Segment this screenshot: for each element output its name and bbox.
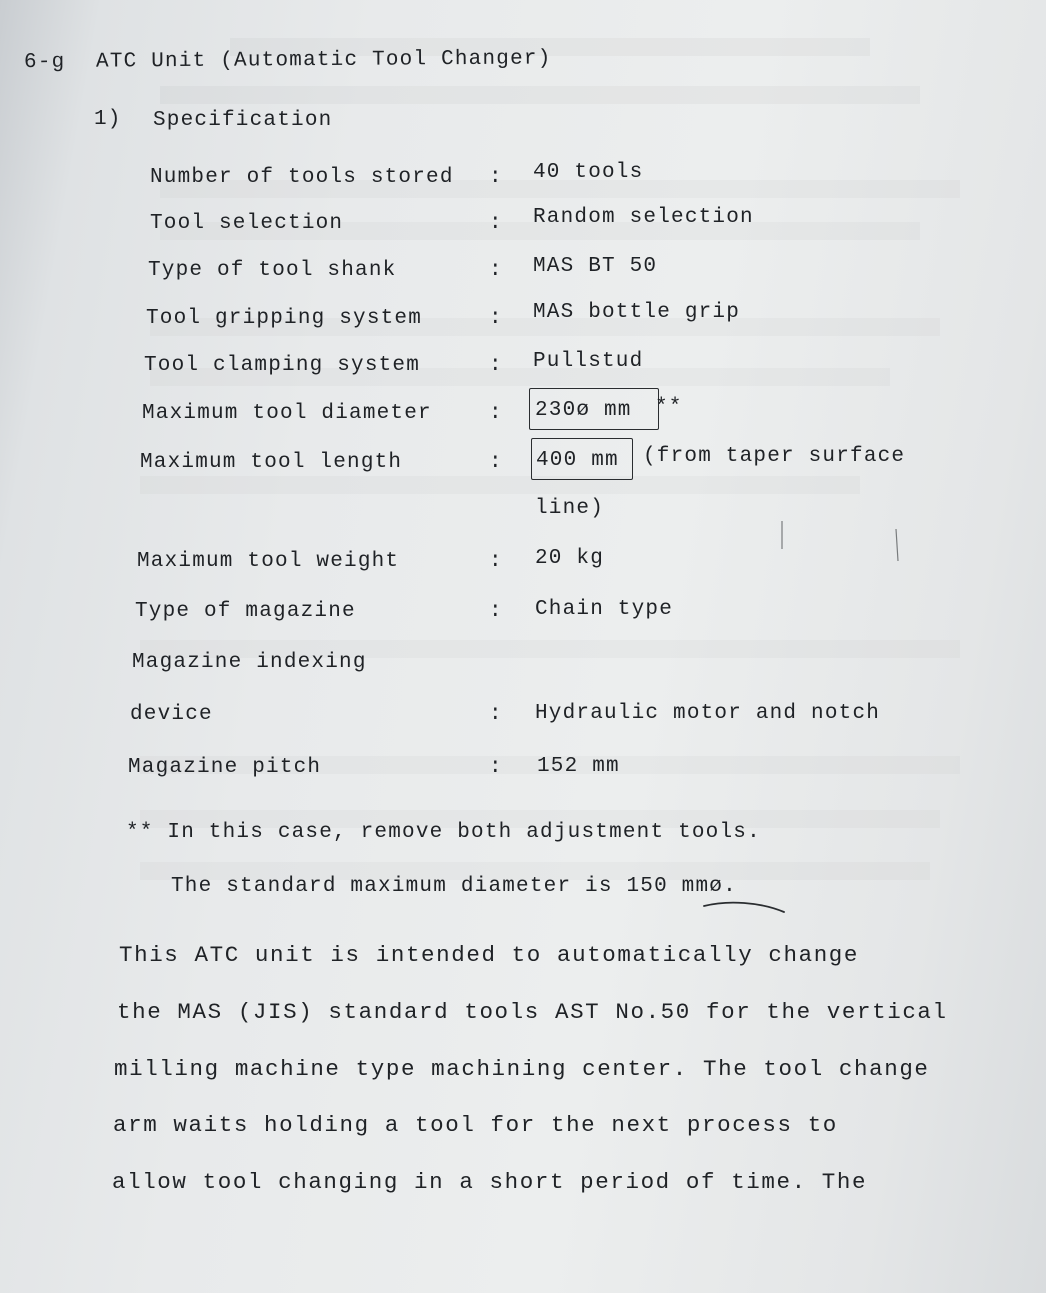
spec-label-continued: device: [130, 703, 213, 726]
subsection-title: Specification: [153, 109, 333, 132]
spec-colon: :: [489, 402, 503, 425]
subsection-number: 1): [94, 108, 122, 131]
spec-label: Type of tool shank: [148, 259, 397, 282]
pencil-marks: [770, 515, 910, 565]
spec-note: (from taper surface: [643, 445, 906, 468]
spec-label: Tool selection: [150, 212, 344, 235]
handwritten-underline: [700, 896, 790, 920]
footnote-text: The standard maximum diameter is: [171, 875, 627, 898]
spec-value: Pullstud: [533, 350, 644, 373]
spec-value: 152 mm: [537, 755, 620, 778]
spec-value: 230ø mm: [535, 399, 632, 422]
footnote-value: 150 mmø.: [626, 875, 737, 898]
spec-label: Maximum tool diameter: [142, 402, 432, 425]
spec-note-continued: line): [535, 497, 605, 520]
section-title: ATC Unit (Automatic Tool Changer): [95, 47, 552, 74]
section-number: 6-g: [23, 50, 66, 75]
paragraph-line: arm waits holding a tool for the next process to: [113, 1112, 838, 1138]
paragraph-line: the MAS (JIS) standard tools AST No.50 for the vertical: [117, 999, 948, 1025]
spec-colon: :: [489, 166, 503, 189]
spec-colon: :: [489, 212, 503, 235]
footnote-mark: **: [655, 396, 683, 419]
spec-label: Maximum tool length: [140, 451, 403, 474]
spec-label: Tool clamping system: [144, 354, 421, 377]
spec-colon: :: [489, 550, 503, 573]
paragraph-line: allow tool changing in a short period of time. The: [112, 1169, 868, 1195]
spec-label: Tool gripping system: [146, 307, 423, 330]
spec-colon: :: [489, 354, 503, 377]
spec-colon: :: [489, 307, 503, 330]
spec-label: Number of tools stored: [150, 166, 454, 189]
spec-value: 400 mm: [536, 449, 619, 472]
spec-colon: :: [489, 259, 503, 282]
spec-value: MAS BT 50: [533, 255, 658, 278]
spec-label: Type of magazine: [135, 600, 356, 623]
paragraph-line: milling machine type machining center. The tool change: [114, 1056, 930, 1082]
spec-colon: :: [489, 451, 503, 474]
spec-value: MAS bottle grip: [533, 301, 741, 324]
footnote-line: [171, 876, 737, 897]
spec-value: Hydraulic motor and notch: [535, 702, 881, 725]
spec-value: Chain type: [535, 598, 674, 621]
paragraph-line: This ATC unit is intended to automatically change: [119, 942, 860, 968]
footnote-line: ** In this case, remove both adjustment tools.: [126, 821, 761, 844]
spec-label: Magazine pitch: [128, 756, 322, 779]
spec-colon: :: [489, 756, 503, 779]
spec-value: 40 tools: [533, 161, 644, 184]
spec-colon: :: [489, 600, 503, 623]
spec-label: Maximum tool weight: [137, 550, 400, 573]
spec-value: Random selection: [533, 206, 754, 229]
spec-label: Magazine indexing: [132, 651, 367, 674]
spec-colon: :: [489, 703, 503, 726]
spec-value: 20 kg: [535, 547, 605, 570]
